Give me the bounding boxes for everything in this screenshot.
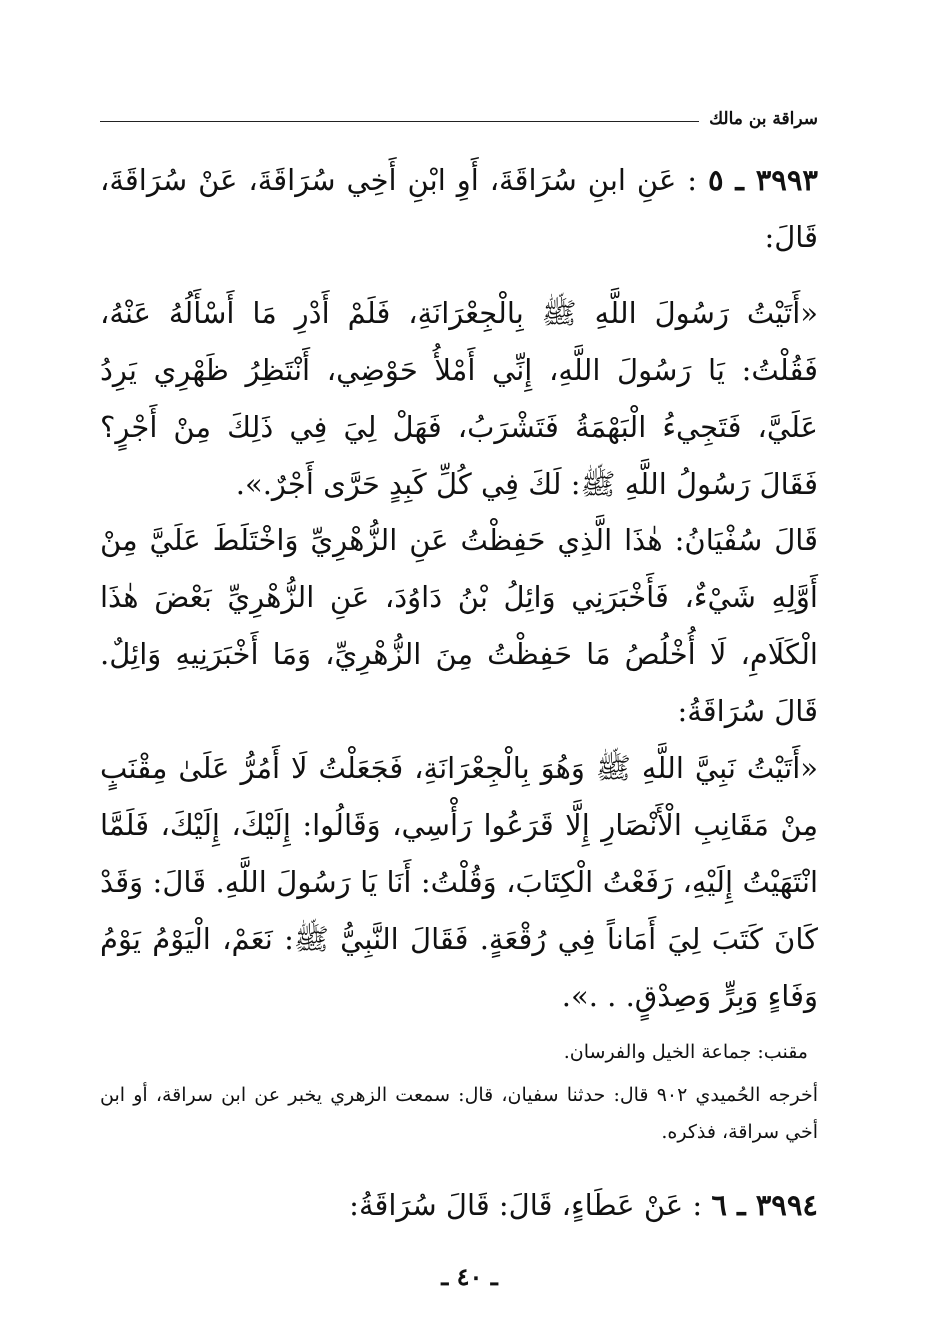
hadith-3993-text-2: «أَتَيْتُ نَبِيَّ اللَّهِ ﷺ وَهُوَ بِالْجِعْرَانَةِ، فَجَعَلْتُ لَا أَمُرُّ عَلَىٰ مِقْنَبٍ مِنْ مَقَانِبِ الْأَنْصَارِ إِلَّا قَرَعُوا رَأْسِي، وَقَالُوا: إِلَيْكَ، إِلَيْكَ، فَلَمَّا انْتَهَيْتُ إِلَيْهِ، رَفَعْتُ الْكِتَابَ، وَقُلْتُ: أَنَا يَا رَسُولَ اللَّهِ. قَالَ: وَقَدْ كَانَ كَتَبَ لِيَ أَمَاناً فِي رُقْعَةٍ. فَقَالَ النَّبِيُّ ﷺ: نَعَمْ، الْيَوْمُ يَوْمُ وَفَاءٍ وَبِرٍّ وَصِدْقٍ. . .». (100, 751, 818, 1013)
hadith-3994-chain (100, 1177, 818, 1234)
header-title: سراقة بن مالك (709, 109, 818, 129)
sufyan-comment: قَالَ سُفْيَانُ: هٰذَا الَّذِي حَفِظْتُ عَنِ الزُّهْرِيِّ وَاخْتَلَطَ عَلَيَّ مِنْ أَوَّلِهِ شَيْءٌ، فَأَخْبَرَنِي وَائِلُ بْنُ دَاوُدَ، عَنِ الزُّهْرِيِّ بَعْضَ هٰذَا الْكَلَامِ، لَا أُخْلُصُ مَا حَفِظْتُ مِنَ الزُّهْرِيِّ، وَمَا أَخْبَرَنِيهِ وَائِلٌ. قَالَ سُرَاقَةُ: (100, 523, 818, 728)
isnad-text: : عَنْ عَطَاءٍ، قَالَ: قَالَ سُرَاقَةُ: (349, 1188, 703, 1222)
page-number: ـ ٤٠ ـ (441, 1262, 498, 1291)
running-header (100, 104, 818, 134)
isnad-text: : عَنِ ابنِ سُرَاقَةَ، أَوِ ابْنِ أَخِي سُرَاقَةَ، عَنْ سُرَاقَةَ، قَالَ: (100, 163, 818, 254)
hadith-3993-chain (100, 152, 818, 266)
footnote-gloss: مقنب: جماعة الخيل والفرسان. (563, 1041, 808, 1063)
footnote-takhrij: أخرجه الحُميدي ٩٠٢ قال: حدثنا سفيان، قال: سمعت الزهري يخبر عن ابن سراقة، أو ابن أخي سراقة، فذكره. (100, 1084, 818, 1143)
hadith-number: ٣٩٩٣ ـ ٥ (707, 163, 818, 197)
hadith-number: ٣٩٩٤ ـ ٦ (711, 1188, 818, 1222)
header-rule (100, 121, 699, 122)
hadith-3993-text-1: «أَتَيْتُ رَسُولَ اللَّهِ ﷺ بِالْجِعْرَانَةِ، فَلَمْ أَدْرِ مَا أَسْأَلُهُ عَنْهُ، فَقُلْتُ: يَا رَسُولَ اللَّهِ، إِنِّي أَمْلأُ حَوْضِي، أَنْتَظِرُ ظَهْرِي يَرِدُ عَلَيَّ، فَتَجِيءُ الْبَهْمَةُ فَتَشْرَبُ، فَهَلْ لِيَ فِي ذَلِكَ مِنْ أَجْرٍ؟ فَقَالَ رَسُولُ اللَّهِ ﷺ: لَكَ فِي كُلِّ كَبِدٍ حَرَّى أَجْرٌ.». (100, 296, 818, 501)
